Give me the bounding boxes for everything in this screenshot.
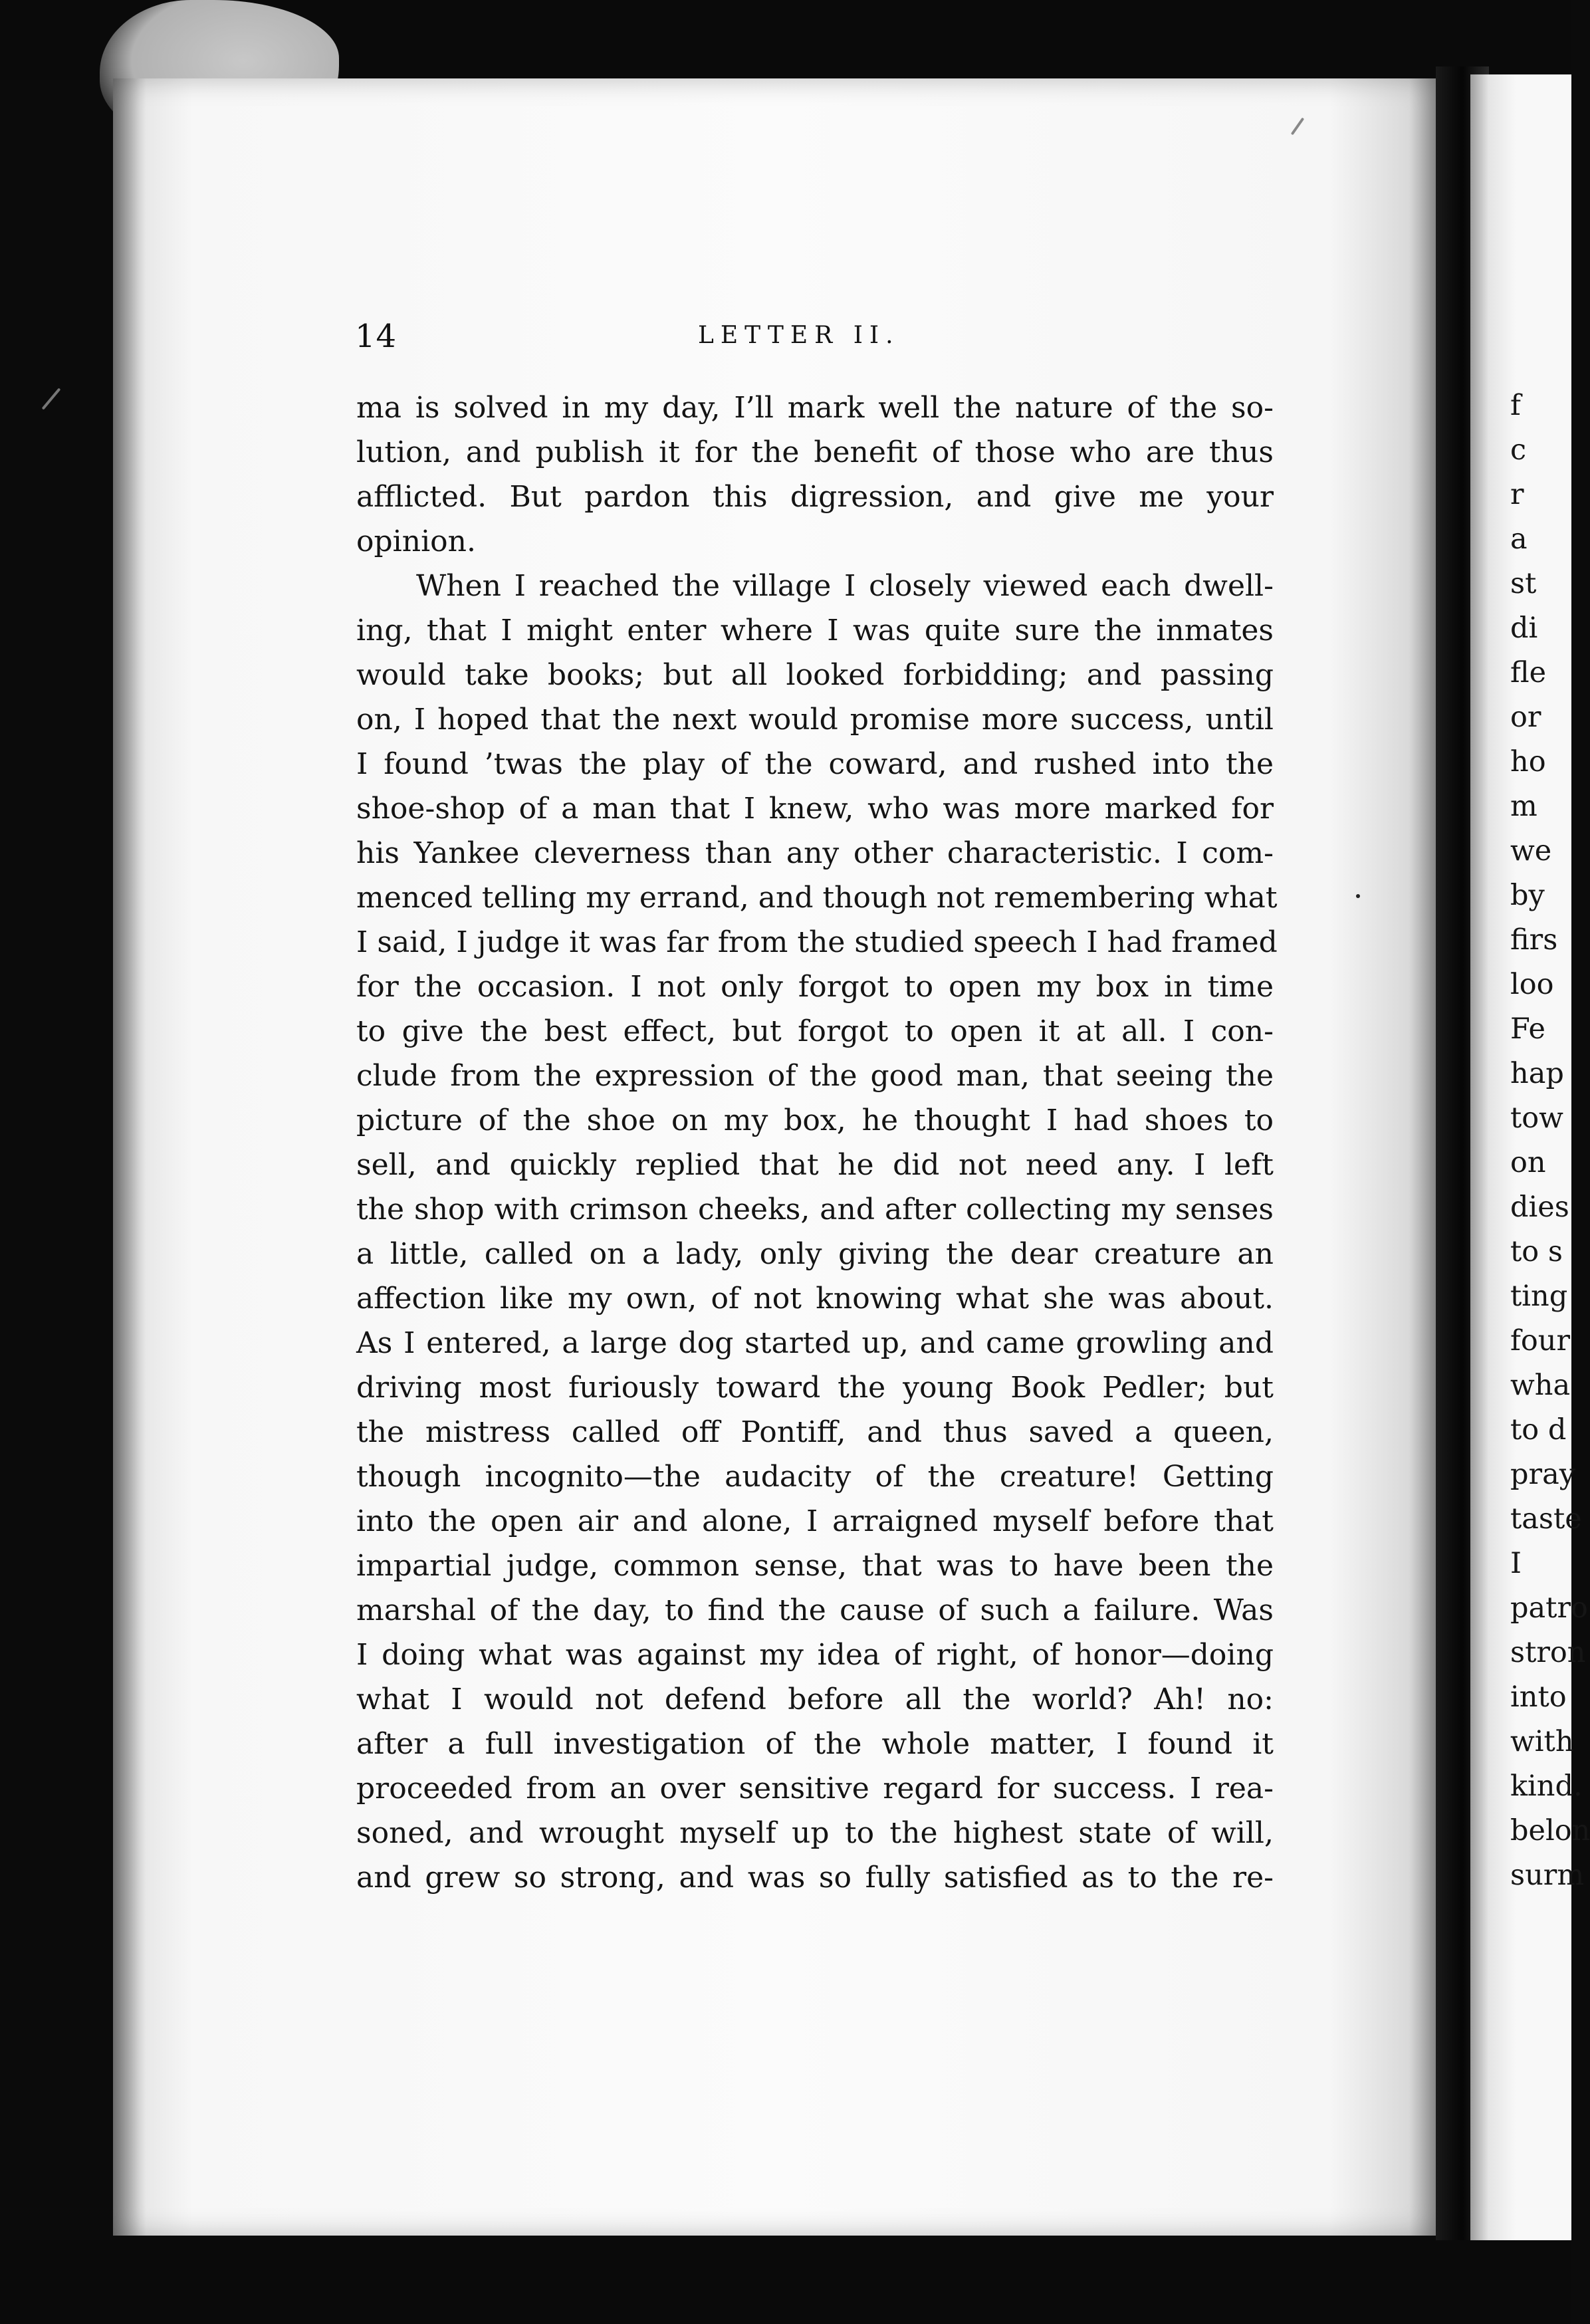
- page-number: 14: [355, 318, 397, 355]
- adjacent-line: ho: [1510, 745, 1546, 778]
- text-line: shoe-shop of a man that I knew, who was more marked for: [356, 792, 1274, 826]
- text-line: on, I hoped that the next would promise more success, until: [356, 703, 1274, 737]
- text-line: impartial judge, common sense, that was to have been the: [356, 1549, 1274, 1583]
- adjacent-line: tow: [1510, 1102, 1563, 1135]
- text-line: into the open air and alone, I arraigned myself before that: [356, 1504, 1274, 1538]
- adjacent-line: fle: [1510, 656, 1547, 689]
- adjacent-line: c: [1510, 433, 1527, 467]
- text-line: marshal of the day, to find the cause of such a failure. Was: [356, 1593, 1274, 1627]
- page-speck: [1356, 894, 1360, 898]
- text-line: driving most furiously toward the young Book Pedler; but: [356, 1371, 1274, 1405]
- adjacent-line: to s: [1510, 1235, 1563, 1268]
- adjacent-line: pray: [1510, 1458, 1576, 1491]
- adjacent-line: a: [1510, 523, 1528, 556]
- scan-frame-bottom: [0, 2240, 1571, 2324]
- text-line: I said, I judge it was far from the studied speech I had framed: [356, 925, 1278, 959]
- adjacent-line: surm: [1510, 1859, 1585, 1892]
- text-line: a little, called on a lady, only giving the dear creature an: [356, 1237, 1274, 1271]
- text-line: I doing what was against my idea of right, of honor—doing: [356, 1638, 1274, 1672]
- text-line: after a full investigation of the whole matter, I found it: [356, 1727, 1274, 1761]
- adjacent-line: r: [1510, 478, 1524, 511]
- adjacent-line: dies: [1510, 1191, 1569, 1224]
- adjacent-line: we: [1510, 834, 1552, 868]
- text-line: the mistress called off Pontiff, and thus saved a queen,: [356, 1415, 1274, 1449]
- adjacent-line: wha: [1510, 1369, 1571, 1402]
- text-line: for the occasion. I not only forgot to open my box in time: [356, 970, 1274, 1004]
- adjacent-line: four: [1510, 1324, 1571, 1357]
- text-line: ing, that I might enter where I was quite sure the inmates: [356, 614, 1274, 647]
- text-line: and grew so strong, and was so fully satisfied as to the re-: [356, 1861, 1274, 1895]
- text-line: affection like my own, of not knowing what she was about.: [356, 1282, 1274, 1316]
- text-line: sell, and quickly replied that he did not need any. I left: [356, 1148, 1274, 1182]
- text-line: to give the best effect, but forgot to open it at all. I con-: [356, 1014, 1274, 1048]
- adjacent-page: [1470, 74, 1590, 2240]
- adjacent-line: patro: [1510, 1591, 1588, 1625]
- text-line: I found ’twas the play of the coward, and rushed into the: [356, 747, 1274, 781]
- adjacent-line: I: [1510, 1547, 1522, 1580]
- page-edge-shadow: [113, 78, 146, 2236]
- page-speck: [42, 388, 61, 409]
- text-line: what I would not defend before all the world? Ah! no:: [356, 1683, 1274, 1716]
- text-line: would take books; but all looked forbidding; and passing: [356, 658, 1274, 692]
- text-line: ma is solved in my day, I’ll mark well the nature of the so-: [356, 391, 1274, 425]
- text-line: the shop with crimson cheeks, and after collecting my senses: [356, 1193, 1274, 1226]
- text-line: his Yankee cleverness than any other characteristic. I com-: [356, 836, 1274, 870]
- adjacent-line: by: [1510, 879, 1545, 912]
- text-line: opinion.: [356, 524, 476, 558]
- adjacent-line: on: [1510, 1146, 1546, 1179]
- text-line: picture of the shoe on my box, he thought I had shoes to: [356, 1104, 1274, 1137]
- adjacent-line: to d: [1510, 1413, 1567, 1447]
- adjacent-line: hap: [1510, 1057, 1564, 1090]
- adjacent-line: f: [1510, 389, 1521, 422]
- adjacent-line: di: [1510, 612, 1538, 645]
- adjacent-line: or: [1510, 701, 1541, 734]
- text-line: As I entered, a large dog started up, and came growling and: [356, 1326, 1274, 1360]
- adjacent-line: with: [1510, 1725, 1574, 1758]
- text-line: lution, and publish it for the benefit of those who are thus: [356, 435, 1274, 469]
- text-line: proceeded from an over sensitive regard for success. I rea-: [356, 1772, 1274, 1805]
- adjacent-line: stron: [1510, 1636, 1586, 1669]
- running-header: [355, 318, 1272, 358]
- text-line: When I reached the village I closely viewed each dwell-: [416, 569, 1274, 603]
- adjacent-line: belon: [1510, 1814, 1590, 1847]
- adjacent-line: firs: [1510, 923, 1558, 957]
- adjacent-line: taste: [1510, 1502, 1582, 1536]
- adjacent-line: into: [1510, 1681, 1567, 1714]
- adjacent-line: m: [1510, 790, 1537, 823]
- adjacent-line: Fe: [1510, 1012, 1545, 1046]
- chapter-title: LETTER II.: [698, 322, 900, 349]
- adjacent-line: ting: [1510, 1280, 1568, 1313]
- adjacent-line: st: [1510, 567, 1537, 600]
- text-line: menced telling my errand, and though not remembering what: [356, 881, 1278, 915]
- text-line: soned, and wrought myself up to the highest state of will,: [356, 1816, 1274, 1850]
- body-text: [356, 386, 1278, 1900]
- adjacent-line: kind.: [1510, 1770, 1583, 1803]
- text-line: clude from the expression of the good man, that seeing the: [356, 1059, 1274, 1093]
- adjacent-line: loo: [1510, 968, 1554, 1001]
- text-line: though incognito—the audacity of the creature! Getting: [356, 1460, 1274, 1494]
- text-line: afflicted. But pardon this digression, and give me your: [356, 480, 1274, 514]
